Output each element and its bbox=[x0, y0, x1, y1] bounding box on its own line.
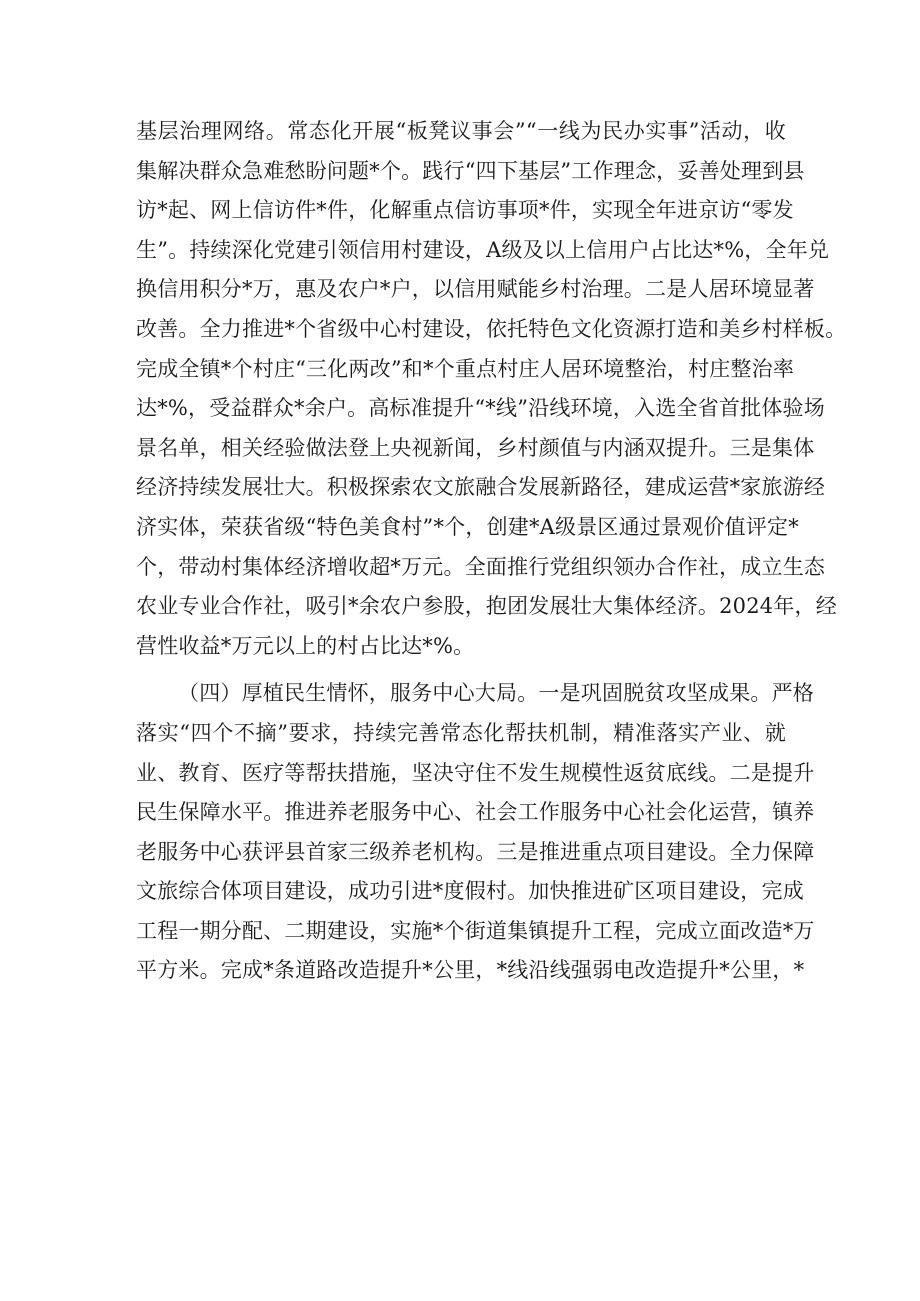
document-body bbox=[136, 112, 847, 991]
text-line: 营性收益*万元以上的村占比达*%。 bbox=[136, 633, 475, 658]
text-line: 集解决群众急难愁盼问题*个。践行“四下基层”工作理念，妥善处理到县 bbox=[136, 158, 805, 183]
text-line: 换信用积分*万，惠及农户*户，以信用赋能乡村治理。二是人居环境显著 bbox=[136, 277, 815, 302]
text-line: 落实“四个不摘”要求，持续完善常态化帮扶机制，精准落实产业、就 bbox=[136, 720, 786, 745]
text-line: 生”。持续深化党建引领信用村建设，A级及以上信用户占比达*%，全年兑 bbox=[136, 237, 830, 262]
text-line: 老服务中心获评县首家三级养老机构。三是推进重点项目建设。全力保障 bbox=[136, 839, 815, 864]
text-line: 改善。全力推进*个省级中心村建设，依托特色文化资源打造和美乡村样板。 bbox=[136, 316, 847, 341]
text-line-indented: （四）厚植民生情怀，服务中心大局。一是巩固脱贫攻坚成果。严格 bbox=[178, 681, 814, 706]
text-line: 民生保障水平。推进养老服务中心、社会工作服务中心社会化运营，镇养 bbox=[136, 800, 815, 825]
text-line: 访*起、网上信访件*件，化解重点信访事项*件，实现全年进京访“零发 bbox=[136, 198, 794, 223]
text-line: 文旅综合体项目建设，成功引进*度假村。加快推进矿区项目建设，完成 bbox=[136, 879, 804, 904]
paragraph-livelihood bbox=[136, 674, 815, 991]
text-line: 景名单，相关经验做法登上央视新闻，乡村颜值与内涵双提升。三是集体 bbox=[136, 435, 815, 460]
text-line: 完成全镇*个村庄“三化两改”和*个重点村庄人居环境整治，村庄整治率 bbox=[136, 356, 795, 381]
text-line: 个，带动村集体经济增收超*万元。全面推行党组织领办合作社，成立生态 bbox=[136, 554, 826, 579]
text-line: 经济持续发展壮大。积极探索农文旅融合发展新路径，建成运营*家旅游经 bbox=[136, 475, 826, 500]
text-line: 农业专业合作社，吸引*余农户参股，抱团发展壮大集体经济。2024年，经 bbox=[136, 594, 837, 619]
text-line: 基层治理网络。常态化开展“板凳议事会”“一线为民办实事”活动，收 bbox=[136, 119, 786, 143]
text-line: 业、教育、医疗等帮扶措施，坚决守住不发生规模性返贫底线。二是提升 bbox=[136, 760, 815, 785]
text-line: 工程一期分配、二期建设，实施*个街道集镇提升工程，完成立面改造*万 bbox=[136, 918, 815, 943]
text-line: 平方米。完成*条道路改造提升*公里，*线沿线强弱电改造提升*公里，* bbox=[136, 958, 805, 983]
text-line: 济实体，荣获省级“特色美食村”*个，创建*A级景区通过景观价值评定* bbox=[136, 514, 799, 539]
paragraph-governance bbox=[136, 112, 847, 666]
text-line: 达*%，受益群众*余户。高标准提升“*线”沿线环境，入选全省首批体验场 bbox=[136, 396, 825, 421]
